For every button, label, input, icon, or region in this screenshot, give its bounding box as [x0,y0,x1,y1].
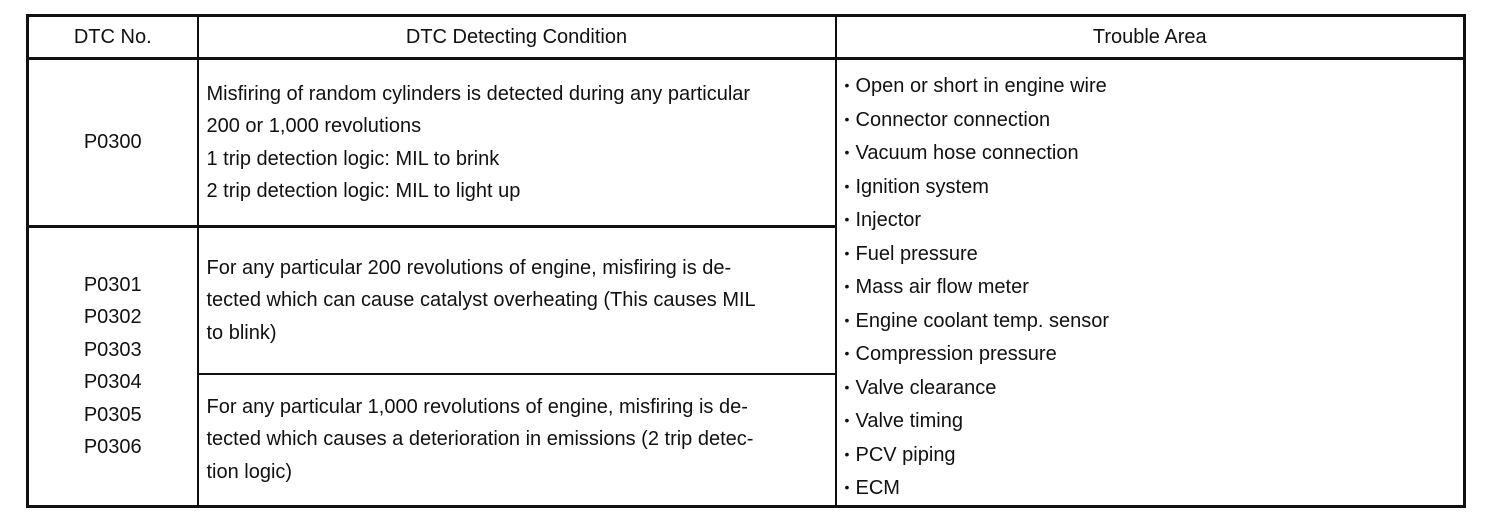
list-item: • Valve clearance [845,371,1464,405]
condition-line: tion logic) [206,460,293,483]
bullet-icon: • [844,211,850,227]
bullet-icon: • [844,311,850,328]
trouble-area-cell [836,59,1465,507]
header-trouble-area: Trouble Area [836,16,1465,59]
list-item: • Connector connection [845,103,1464,137]
dtc-code: P0304 [83,371,142,394]
dtc-code: P0303 [83,338,142,361]
dtc-table [26,14,1466,508]
bullet-icon: • [844,445,850,462]
list-item: • Compression pressure [845,337,1464,371]
bullet-icon: • [844,479,850,495]
condition-line: to blink) [206,321,277,344]
condition-line: For any particular 1,000 revolutions of engine, misfiring is de- [206,395,748,418]
bullet-icon: • [844,144,850,160]
condition-line: tected which causes a deterioration in emissions (2 trip detec- [206,428,754,451]
list-item: • Injector [845,203,1464,237]
dtc-code-cell [28,59,198,227]
dtc-code: P0306 [83,436,142,459]
bullet-icon: • [844,177,850,194]
condition-line: Misfiring of random cylinders is detected during any particular [206,82,751,105]
table-row [28,59,1465,227]
list-item: • Fuel pressure [845,237,1464,271]
detecting-condition-cell [198,59,836,227]
condition-line: 1 trip detection logic: MIL to brink [206,147,500,170]
list-item: • Vacuum hose connection [845,136,1464,170]
list-item: • Mass air flow meter [845,270,1464,304]
list-item: • Valve timing [845,404,1464,438]
condition-line: 200 or 1,000 revolutions [206,115,422,137]
list-item: • PCV piping [845,438,1464,472]
list-item: • ECM [845,471,1464,505]
bullet-icon: • [844,110,850,127]
dtc-code-cell [28,227,198,507]
bullet-icon: • [844,244,850,261]
header-row [28,16,1465,59]
dtc-code: P0305 [83,403,142,426]
condition-line: For any particular 200 revolutions of engine, misfiring is de- [206,256,732,279]
detecting-condition-cell [198,227,836,374]
dtc-code: P0300 [83,131,142,154]
bullet-icon: • [844,378,850,395]
bullet-icon: • [844,412,850,428]
condition-line: 2 trip detection logic: MIL to light up [206,180,521,202]
header-dtc-no: DTC No. [28,16,198,59]
detecting-condition-cell [198,374,836,507]
dtc-code: P0302 [83,306,142,329]
condition-line: tected which can cause catalyst overheating (This causes MIL [206,289,756,311]
bullet-icon: • [844,345,850,361]
header-detecting-condition: DTC Detecting Condition [198,16,836,59]
bullet-icon: • [844,77,850,93]
list-item: • Open or short in engine wire [845,69,1464,103]
list-item: • Ignition system [845,170,1464,204]
list-item: • Engine coolant temp. sensor [845,304,1464,338]
bullet-icon: • [844,278,850,294]
dtc-code: P0301 [83,273,142,296]
